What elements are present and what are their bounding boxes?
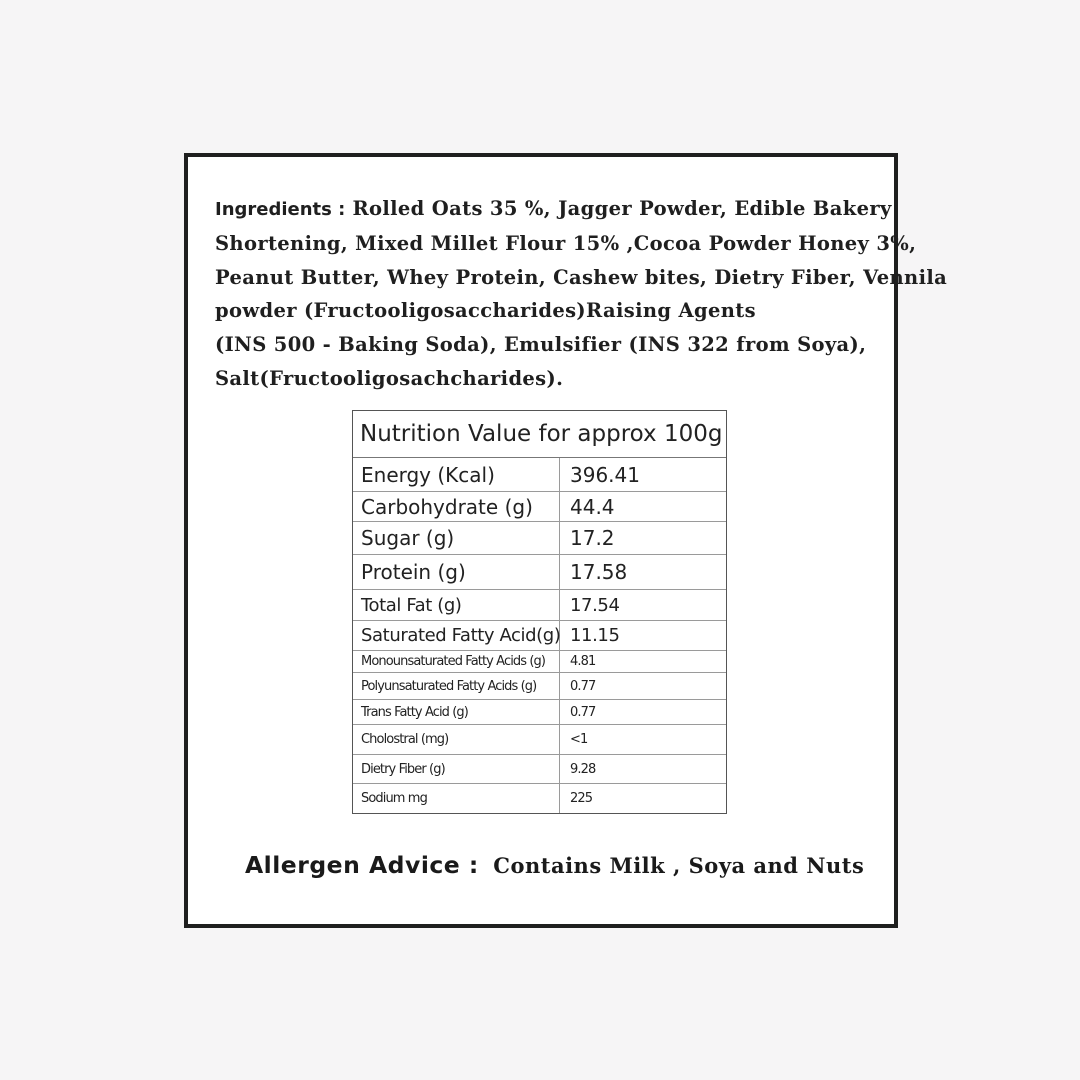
nutrient-name: Monounsaturated Fatty Acids (g)	[353, 651, 560, 672]
nutrient-name: Trans Fatty Acid (g)	[353, 700, 560, 724]
nutrient-name: Sodium mg	[353, 784, 560, 813]
allergen-text: Contains Milk , Soya and Nuts	[493, 853, 865, 878]
table-row	[353, 755, 726, 784]
nutrient-value: 4.81	[570, 654, 596, 669]
nutrient-value: <1	[570, 732, 588, 747]
ingredients-heading: Ingredients :	[215, 199, 346, 220]
ingredients-text: (INS 500 - Baking Soda), Emulsifier (INS 322 from Soya),	[215, 333, 867, 357]
nutrient-name: Dietry Fiber (g)	[353, 755, 560, 783]
table-row	[353, 700, 726, 725]
nutrient-value: 225	[570, 791, 593, 806]
nutrient-name: Protein (g)	[353, 555, 560, 589]
nutrition-table-title: Nutrition Value for approx 100g	[353, 411, 726, 458]
nutrition-table	[352, 410, 727, 814]
table-row	[353, 458, 726, 492]
nutrient-name: Saturated Fatty Acid(g)	[353, 621, 560, 650]
nutrient-name: Polyunsaturated Fatty Acids (g)	[353, 673, 560, 699]
ingredients-section	[215, 192, 948, 396]
table-row	[353, 784, 726, 813]
ingredients-text: Shortening, Mixed Millet Flour 15% ,Cocoa Powder Honey 3%,	[215, 231, 917, 255]
nutrient-name: Sugar (g)	[353, 522, 560, 554]
nutrient-value: 17.2	[570, 526, 615, 550]
ingredients-text: Peanut Butter, Whey Protein, Cashew bites, Dietry Fiber, Vennila	[215, 265, 948, 289]
table-row	[353, 621, 726, 651]
nutrient-value: 0.77	[570, 678, 596, 694]
ingredients-text: powder (Fructooligosaccharides)Raising Agents	[215, 299, 756, 323]
nutrient-name: Energy (Kcal)	[353, 458, 560, 491]
table-row	[353, 522, 726, 555]
ingredients-line	[215, 192, 892, 227]
nutrient-value: 17.54	[570, 594, 620, 616]
nutrient-value: 0.77	[570, 704, 596, 720]
product-label-panel	[184, 153, 948, 928]
allergen-heading: Allergen Advice :	[245, 851, 479, 879]
nutrient-name: Total Fat (g)	[353, 590, 560, 620]
table-row	[353, 590, 726, 621]
nutrient-value: 396.41	[570, 462, 640, 487]
nutrient-value: 11.15	[570, 625, 620, 646]
nutrient-value: 9.28	[570, 761, 596, 777]
table-row	[353, 725, 726, 755]
table-row	[353, 673, 726, 700]
nutrient-name: Carbohydrate (g)	[353, 492, 560, 521]
ingredients-text: Salt(Fructooligosachcharides).	[215, 366, 564, 390]
table-row	[353, 651, 726, 673]
allergen-advice	[245, 851, 864, 879]
nutrient-value: 17.58	[570, 560, 628, 584]
nutrient-name: Cholostral (mg)	[353, 725, 560, 754]
table-row	[353, 555, 726, 590]
nutrient-value: 44.4	[570, 494, 615, 519]
table-row	[353, 492, 726, 522]
ingredients-text: Rolled Oats 35 %, Jagger Powder, Edible Bakery	[352, 197, 892, 220]
